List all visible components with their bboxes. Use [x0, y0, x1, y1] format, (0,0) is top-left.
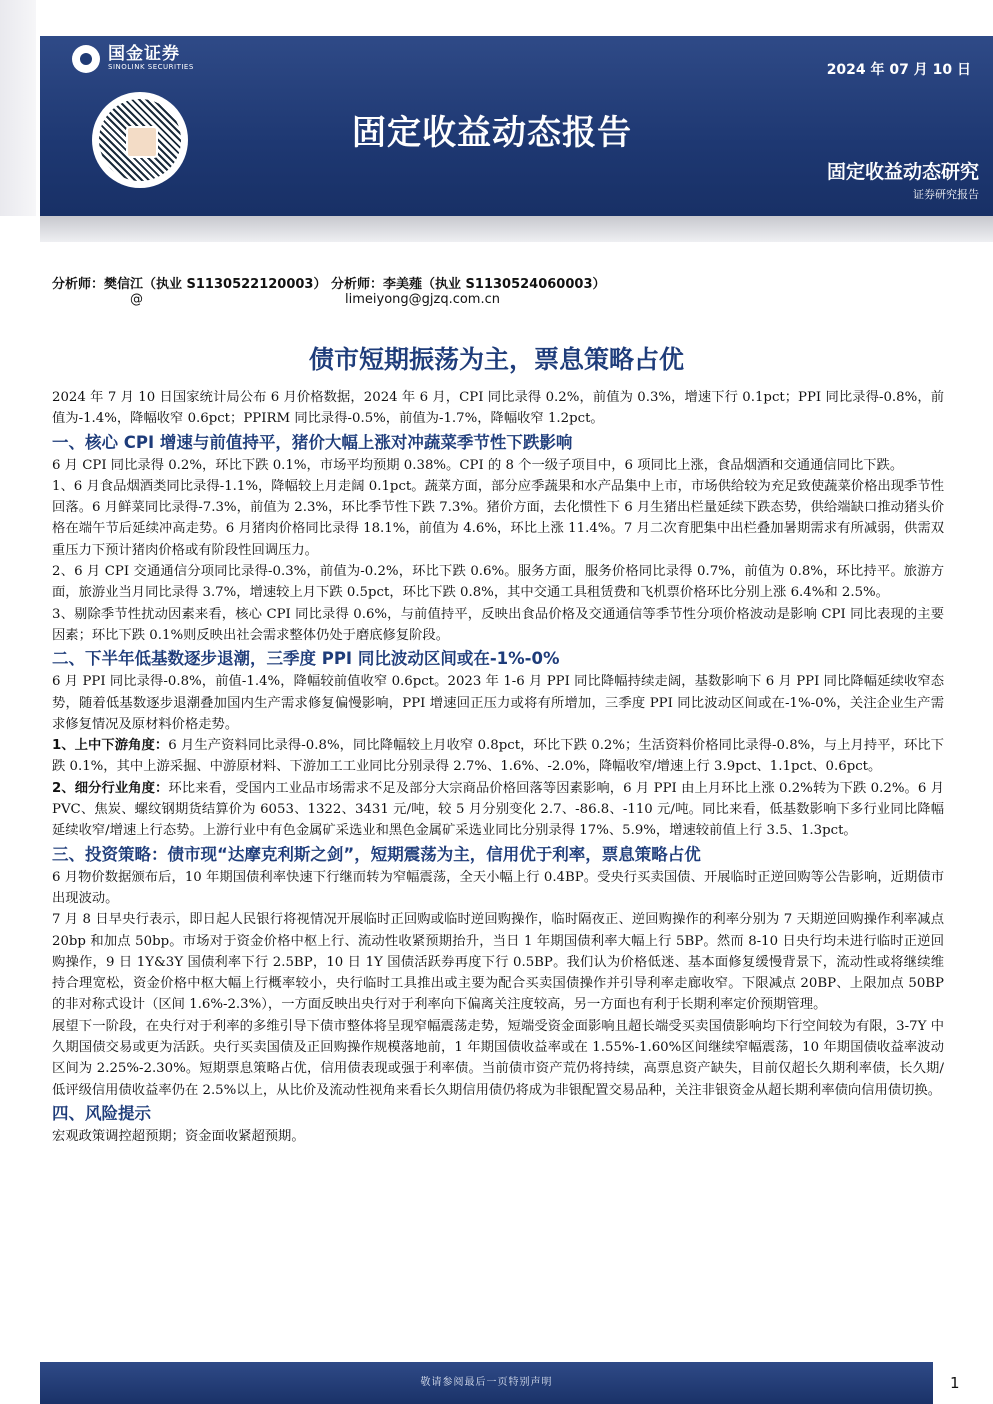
footer-disclaimer: 敬请参阅最后一页特别声明 — [40, 1362, 933, 1404]
qr-center-logo — [126, 126, 158, 158]
section-3-heading: 三、投资策略：债市现“达摩克利斯之剑”，短期震荡为主，信用优于利率，票息策略占优 — [52, 844, 701, 864]
section-4-paragraph-1: 宏观政策调控超预期；资金面收紧超预期。 — [52, 1128, 305, 1144]
report-category: 证券研究报告 — [913, 188, 979, 201]
section-3-paragraph-1: 6 月物价数据颁布后，10 年期国债利率快速下行继而转为窄幅震荡，全天小幅上行 0.4BP。受央行买卖国债、开展临时正逆回购等公告影响，近期债市出现波动。 — [52, 869, 944, 906]
report-title: 固定收益动态报告 — [352, 113, 632, 153]
section-3-paragraph-3: 展望下一阶段，在央行对于利率的多维引导下债市整体将呈现窄幅震荡走势，短端受资金面影响且超长端受买卖国债影响均下行空间较为有限，3-7Y 中久期国债交易或更为活跃。央行买卖国债及正回购操作规模落地前，1 年期国债收益率或在 1.55%-1.60%区间继续窄幅震荡，10 年期国债收益率波动区间为 2.25%-2.30%。短期票息策略占优，信用债表现或强于利率债。当前债市资产荒仍将持续，高票息资产缺失，目前仅超长久期利率债，长久期/低评级信用债收益率仍在 2.5%以上，从比价及流动性视角来看长久期信用债仍将成为非银配置交易品种，关注非银资金从超长期利率债向信用债切换。 — [52, 1018, 944, 1098]
company-logo — [72, 45, 194, 73]
section-3-paragraph-2: 7 月 8 日早央行表示，即日起人民银行将视情况开展临时正回购或临时逆回购操作，临时隔夜正、逆回购操作的利率分别为 7 天期逆回购操作利率减点 20bp 和加点 50bp。市场对于资金价格中枢上行、流动性收紧预期抬升，当日 1 年期国债利率大幅上行 5BP。然而 8-10 日央行均未进行临时正逆回购操作，9 日 1Y&3Y 国债利率下行 2.5BP，10 日 1Y 国债活跃券再度下行 0.5BP。我们认为价格低迷、基本面修复缓慢背景下，流动性或将继续维持合理宽松，资金价格中枢大幅上行概率较小，央行临时工具推出或主要为配合买卖国债操作并引导利率走廊收窄。下限减点 20BP、上限加点 50BP 的非对称式设计（区间 1.6%-2.3%），一方面反映出央行对于利率向下偏离关注度较高，另一方面也有利于长期利率定价预期管理。 — [52, 912, 944, 1013]
report-date: 2024 年 07 月 10 日 — [826, 62, 971, 78]
intro-paragraph: 2024 年 7 月 10 日国家统计局公布 6 月价格数据，2024 年 6 月，CPI 同比录得 0.2%，前值为 0.3%，增速下行 0.1pct；PPI 同比录得-0.8%，前值为-1.4%，降幅收窄 0.6pct；PPIRM 同比录得-0.5%，前值为-1.7%，降幅收窄 1.2pct。 — [52, 390, 944, 427]
section-2-text-2: 6 月生产资料同比录得-0.8%，同比降幅较上月收窄 0.8pct，环比下跌 0.2%；生活资料价格同比录得-0.8%，与上月持平，环比下跌 0.1%，其中上游采掘、中游原材料、下游加工工业同比分别录得 2.7%、1.6%、-2.0%，降幅收窄/增速上行 3.9pct、1.1pct、0.6pct。 — [52, 738, 944, 775]
banner-bottom-shade — [40, 216, 993, 242]
section-2-label-1: 1、上中下游角度： — [52, 738, 169, 754]
headline: 债市短期振荡为主，票息策略占优 — [308, 345, 684, 374]
section-1-paragraph-4: 3、剔除季节性扰动因素来看，核心 CPI 同比录得 0.6%，与前值持平，反映出食品价格及交通通信等季节性分项价格波动是影响 CPI 同比表现的主要因素；环比下跌 0.1%则反映出社会需求整体仍处于磨底修复阶段。 — [52, 606, 944, 643]
section-1-paragraph-3: 2、6 月 CPI 交通通信分项同比录得-0.3%，前值为-0.2%，环比下跌 0.6%。服务方面，服务价格同比录得 0.7%，前值为 0.8%，环比持平。旅游方面，旅游业当月同比录得 3.7%，增速较上月下跌 0.5pct，环比下跌 0.8%，其中交通工具租赁费和飞机票价格环比分别上涨 6.4%和 2.5%。 — [52, 564, 944, 601]
section-1-heading: 一、核心 CPI 增速与前值持平，猪价大幅上涨对冲蔬菜季节性下跌影响 — [52, 432, 573, 452]
qr-code — [92, 92, 188, 188]
analyst-email-1[interactable]: @ — [130, 292, 143, 307]
analyst-email-2[interactable]: limeiyong@gjzq.com.cn — [345, 292, 500, 307]
section-2-text-3: 环比来看，受国内工业品市场需求不足及部分大宗商品价格回落等因素影响，6 月 PPI 由上月环比上涨 0.2%转为下跌 0.2%。6 月 PVC、焦炭、螺纹钢期货结算价为 6053、1322、3431 元/吨，较 5 月分别变化 2.7、-86.8、-110 元/吨。同比来看，低基数影响下多行业同比降幅延续收窄/增速上行态势。上游行业中有色金属矿采选业和黑色金属矿采选业同比分别录得 17%、5.9%，增速较前值上行 3.5、1.3pct。 — [52, 780, 944, 839]
report-subtitle: 固定收益动态研究 — [826, 161, 979, 183]
qr-code-icon — [99, 99, 181, 181]
analyst-line: 分析师：樊信江（执业 S1130522120003） 分析师：李美薤（执业 S1130524060003） — [52, 277, 606, 292]
section-2-paragraph-2 — [52, 735, 944, 778]
banner-side-shade — [0, 0, 36, 216]
section-4-heading: 四、风险提示 — [52, 1103, 151, 1123]
section-2-label-2: 2、细分行业角度： — [52, 780, 169, 796]
logo-cn: 国金证券 — [108, 44, 180, 65]
logo-icon — [72, 45, 100, 73]
page-number: 1 — [950, 1374, 960, 1392]
logo-en: SINOLINK SECURITIES — [108, 63, 194, 72]
section-2-paragraph-1: 6 月 PPI 同比录得-0.8%，前值-1.4%，降幅较前值收窄 0.6pct。2023 年 1-6 月 PPI 同比降幅持续走阔，基数影响下 6 月 PPI 同比降幅延续收窄态势，随着低基数逐步退潮叠加国内生产需求修复偏慢影响，PPI 增速回正压力或将有所增加，三季度 PPI 同比波动区间或在-1%-0%，关注企业生产需求修复情况及原材料价格走势。 — [52, 674, 944, 732]
section-2-heading: 二、下半年低基数逐步退潮，三季度 PPI 同比波动区间或在-1%-0% — [52, 649, 560, 669]
section-2-paragraph-3 — [52, 778, 944, 842]
report-body — [52, 387, 944, 1147]
section-1-paragraph-1: 6 月 CPI 同比录得 0.2%，环比下跌 0.1%，市场平均预期 0.38%。CPI 的 8 个一级子项目中，6 项同比上涨，食品烟酒和交通通信同比下跌。 — [52, 457, 904, 473]
section-1-paragraph-2: 1、6 月食品烟酒类同比录得-1.1%，降幅较上月走阔 0.1pct。蔬菜方面，部分应季蔬果和水产品集中上市，市场供给较为充足致使蔬菜价格出现季节性回落。6 月鲜菜同比录得-7.3%，前值为 2.3%，环比季节性下跌 7.3%。猪价方面，去化惯性下 6 月生猪出栏量延续下跌态势，供给端缺口推动猪头价格在端午节后延续冲高走势。6 月猪肉价格同比录得 18.1%，前值为 4.6%，环比上涨 11.4%。7 月二次育肥集中出栏叠加暑期需求有所减弱，供需双重压力下预计猪肉价格或有阶段性回调压力。 — [52, 478, 944, 558]
